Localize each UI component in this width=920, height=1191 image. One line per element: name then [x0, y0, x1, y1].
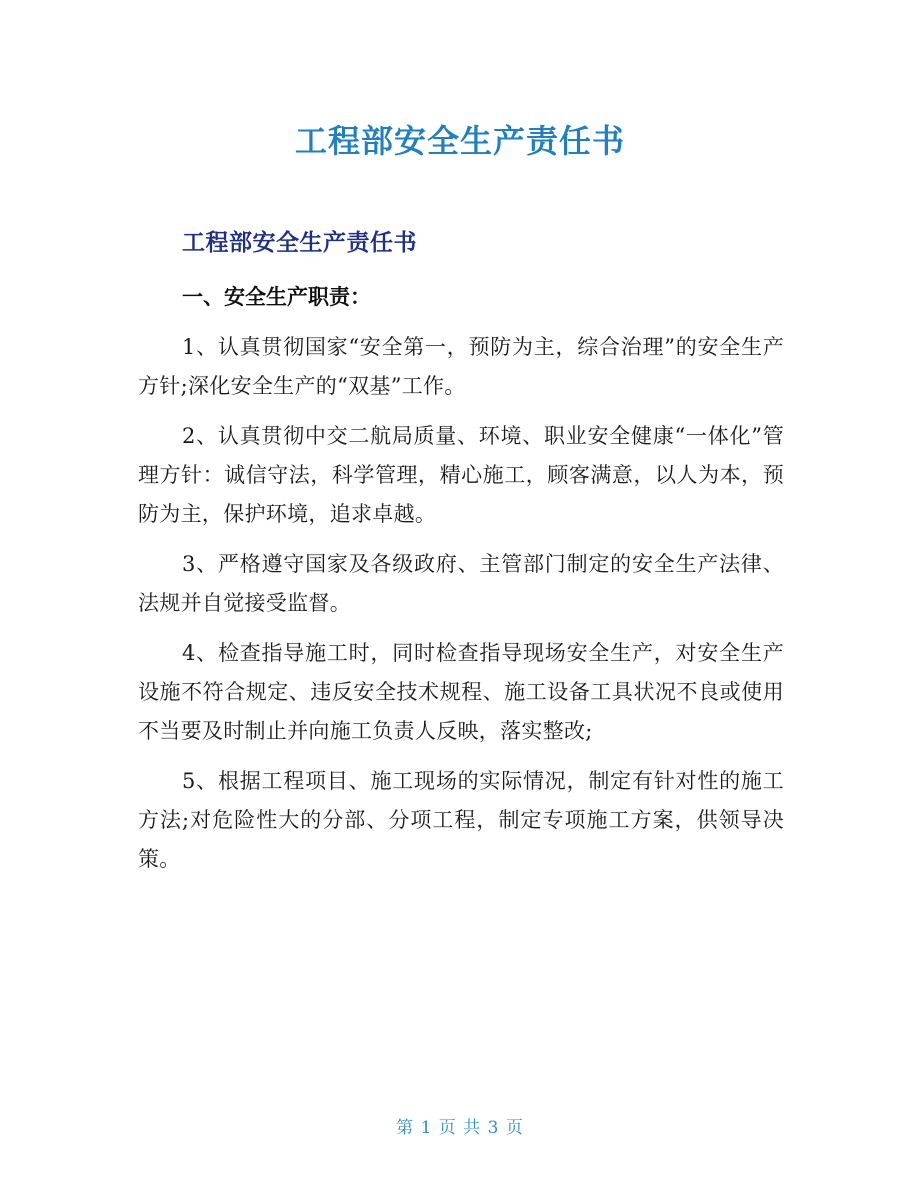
- page-footer: 第 1 页 共 3 页: [396, 1118, 524, 1138]
- paragraph-1: 1、认真贯彻国家“安全第一，预防为主，综合治理”的安全生产方针;深化安全生产的“双基”工作。: [138, 335, 784, 398]
- paragraph-4: 4、检查指导施工时，同时检查指导现场安全生产，对安全生产设施不符合规定、违反安全技术规程、施工设备工具状况不良或使用不当要及时制止并向施工负责人反映，落实整改;: [138, 641, 784, 743]
- paragraph-3: 3、严格遵守国家及各级政府、主管部门制定的安全生产法律、法规并自觉接受监督。: [138, 552, 784, 615]
- section-heading: 工程部安全生产责任书: [182, 230, 417, 256]
- document-body: [138, 282, 784, 890]
- document-title: 工程部安全生产责任书: [294, 122, 625, 160]
- sub-heading-duties: 一、安全生产职责：: [182, 285, 371, 309]
- paragraph-2: 2、认真贯彻中交二航局质量、环境、职业安全健康“一体化”管理方针：诚信守法，科学管理，精心施工，顾客满意，以人为本，预防为主，保护环境，追求卓越。: [138, 424, 784, 526]
- paragraph-5: 5、根据工程项目、施工现场的实际情况，制定有针对性的施工方法;对危险性大的分部、分项工程，制定专项施工方案，供领导决策。: [138, 769, 784, 871]
